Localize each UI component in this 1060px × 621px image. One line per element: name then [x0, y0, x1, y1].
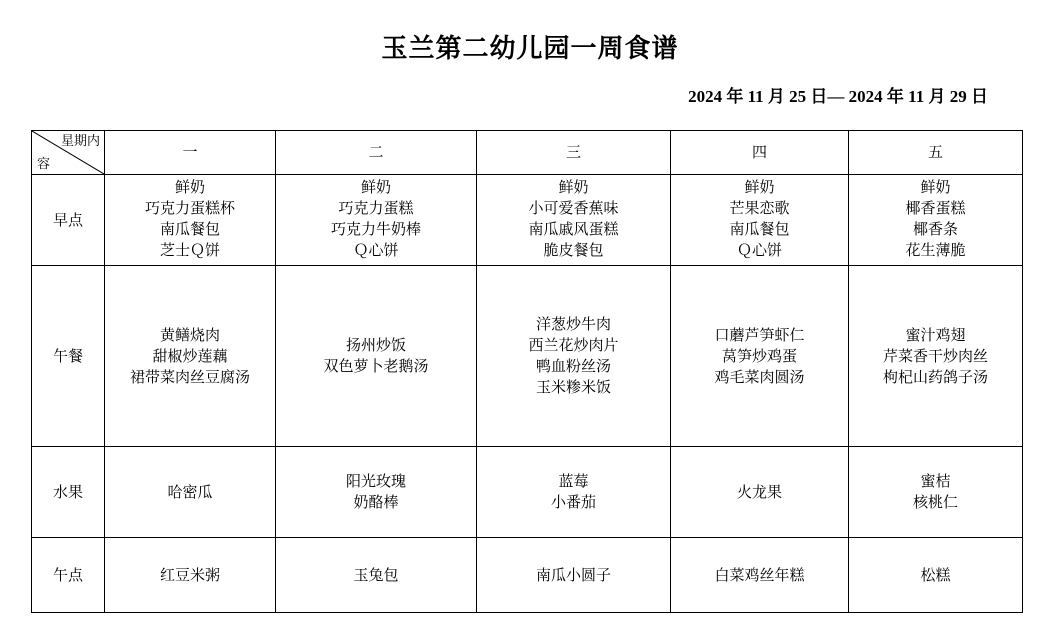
- day-header: 五: [849, 131, 1023, 175]
- menu-cell: [849, 447, 1023, 538]
- menu-item: 南瓜餐包: [159, 220, 220, 238]
- day-header: 一: [105, 131, 276, 175]
- menu-item: 芹菜香干炒肉丝: [882, 346, 988, 365]
- menu-item: 巧克力牛奶棒: [330, 220, 421, 238]
- corner-label-content: 容: [37, 157, 51, 172]
- menu-item: 玉兔包: [353, 565, 399, 584]
- menu-cell: [477, 175, 671, 266]
- menu-item: 鲜奶: [920, 178, 951, 196]
- menu-item: 枸杞山药鸽子汤: [882, 367, 988, 386]
- menu-cell: [671, 538, 849, 613]
- menu-item: 火龙果: [736, 482, 782, 501]
- menu-item: 裙带菜肉丝豆腐汤: [129, 367, 250, 386]
- menu-item: 小可爱香蕉味: [528, 199, 619, 217]
- meal-label: 水果: [32, 447, 105, 538]
- menu-cell: [477, 266, 671, 447]
- menu-item: 甜椒炒莲藕: [152, 346, 228, 365]
- menu-cell: [105, 538, 276, 613]
- menu-item: 芝士Ｑ饼: [159, 241, 220, 259]
- meal-label: 午点: [32, 538, 105, 613]
- menu-cell: [276, 266, 477, 447]
- menu-cell: [671, 447, 849, 538]
- menu-cell: [671, 175, 849, 266]
- day-header: 二: [276, 131, 477, 175]
- menu-item: 芒果恋歌: [729, 199, 790, 217]
- menu-cell: [276, 538, 477, 613]
- menu-item: 松糕: [920, 565, 951, 584]
- menu-cell: [276, 175, 477, 266]
- menu-cell: [849, 538, 1023, 613]
- menu-cell: [105, 447, 276, 538]
- menu-item: 椰香条: [912, 220, 958, 238]
- corner-cell: [32, 131, 105, 175]
- meal-row: [32, 266, 1023, 447]
- meal-row: [32, 538, 1023, 613]
- menu-item: 黄鳝烧肉: [159, 325, 220, 344]
- day-header: 三: [477, 131, 671, 175]
- menu-title: 玉兰第二幼儿园一周食谱: [381, 34, 679, 64]
- menu-item: 巧克力蛋糕杯: [144, 199, 235, 217]
- menu-item: 蜜桔: [920, 472, 951, 490]
- menu-cell: [105, 175, 276, 266]
- menu-item: 小番茄: [550, 493, 596, 511]
- weekly-menu-table: [31, 130, 1023, 613]
- menu-item: 白菜鸡丝年糕: [714, 565, 805, 584]
- menu-item: 蓝莓: [558, 472, 589, 490]
- menu-cell: [105, 266, 276, 447]
- menu-item: 南瓜小圆子: [535, 565, 611, 584]
- meal-row: [32, 175, 1023, 266]
- menu-item: 哈密瓜: [167, 482, 213, 501]
- menu-item: 玉米糁米饭: [535, 378, 611, 396]
- menu-cell: [276, 447, 477, 538]
- menu-item: 花生薄脆: [905, 241, 966, 259]
- menu-item: 核桃仁: [912, 493, 958, 511]
- menu-item: 鸭血粉丝汤: [535, 357, 611, 375]
- menu-cell: [849, 175, 1023, 266]
- menu-item: 鲜奶: [558, 178, 589, 196]
- menu-item: 红豆米粥: [159, 565, 220, 584]
- menu-cell: [849, 266, 1023, 447]
- menu-item: 双色萝卜老鹅汤: [323, 357, 429, 375]
- day-header: 四: [671, 131, 849, 175]
- menu-item: 鲜奶: [174, 178, 205, 196]
- meal-label: 午餐: [32, 266, 105, 447]
- meal-label: 早点: [32, 175, 105, 266]
- menu-item: 奶酪棒: [353, 493, 399, 511]
- menu-item: 鸡毛菜肉圆汤: [714, 367, 805, 386]
- menu-cell: [477, 538, 671, 613]
- menu-item: 椰香蛋糕: [905, 199, 966, 217]
- menu-item: 南瓜餐包: [729, 220, 790, 238]
- menu-item: 脆皮餐包: [543, 241, 604, 259]
- meal-row: [32, 447, 1023, 538]
- menu-item: 口蘑芦笋虾仁: [714, 325, 805, 344]
- menu-item: 鲜奶: [744, 178, 775, 196]
- menu-item: 蜜汁鸡翅: [905, 325, 966, 344]
- menu-item: 鲜奶: [360, 178, 391, 196]
- date-range: 2024 年 11 月 25 日— 2024 年 11 月 29 日: [688, 87, 988, 106]
- menu-item: 南瓜戚风蛋糕: [528, 220, 619, 238]
- menu-item: 西兰花炒肉片: [528, 336, 619, 354]
- header-row: [32, 131, 1023, 175]
- menu-item: 洋葱炒牛肉: [535, 315, 611, 333]
- menu-item: Ｑ心饼: [736, 241, 782, 259]
- menu-cell: [671, 266, 849, 447]
- menu-cell: [477, 447, 671, 538]
- menu-item: 巧克力蛋糕: [338, 199, 414, 217]
- menu-item: Ｑ心饼: [353, 241, 399, 259]
- menu-item: 扬州炒饭: [345, 336, 406, 354]
- menu-item: 阳光玫瑰: [345, 472, 406, 490]
- menu-item: 莴笋炒鸡蛋: [721, 346, 797, 365]
- corner-label-week: 星期内: [60, 134, 100, 149]
